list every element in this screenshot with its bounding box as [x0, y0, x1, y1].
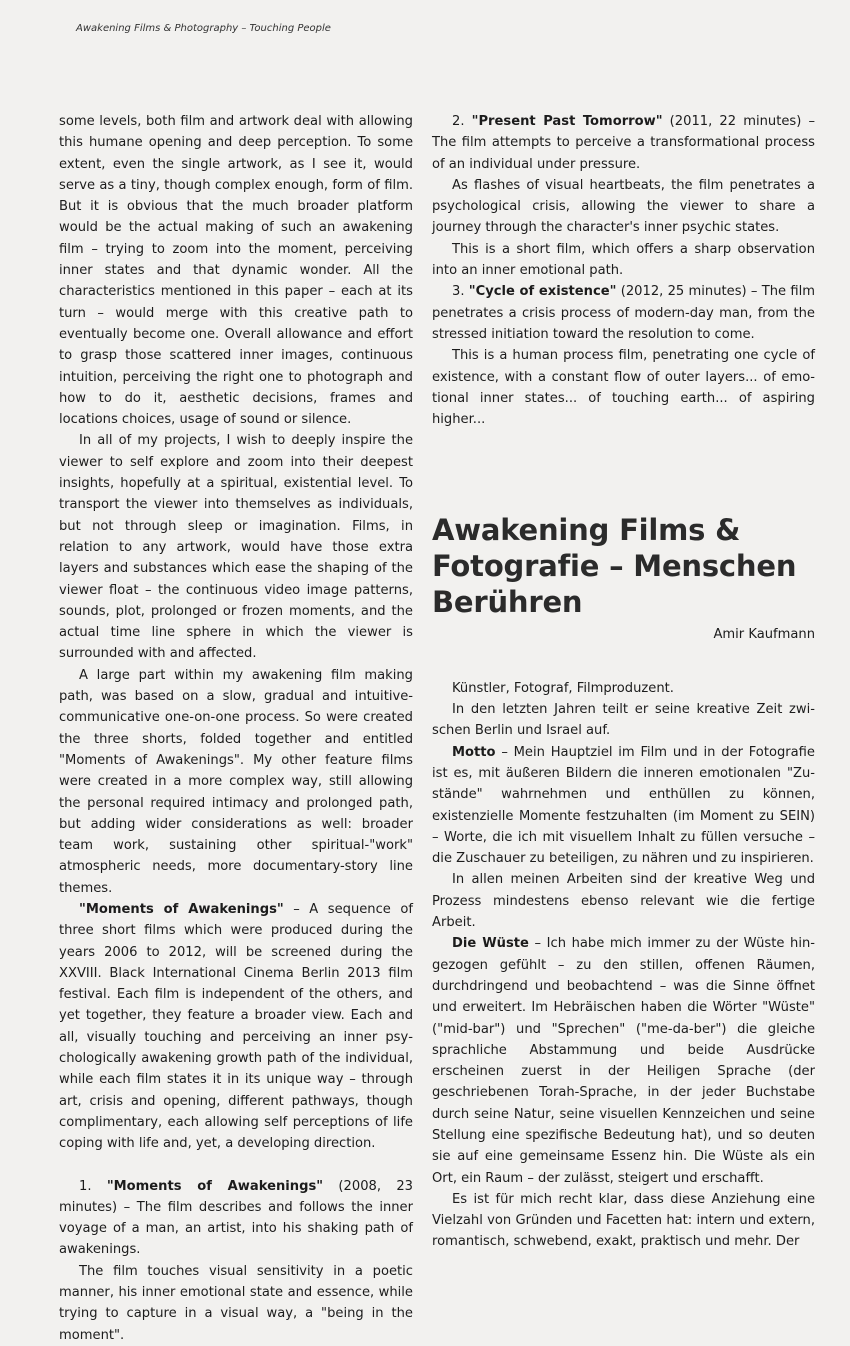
section-heading: Awakening Films & Fotografie – Menschen Berühren [432, 513, 797, 620]
paragraph: The film touches visual sensitivity in a poetic manner, his inner emotional state and essence, while trying to capture in a visual way, a "being in the moment". [59, 1263, 413, 1343]
film-entry [432, 281, 815, 345]
paragraph [432, 742, 815, 870]
paragraph: Es ist für mich recht klar, dass diese Anziehung eine Vielzahl von Gründen und Facetten hat: intern und extern, romantisch, schwebend, exakt, praktisch und mehr. Der [432, 1191, 815, 1250]
paragraph: A large part within my awakening film making path, was based on a slow, gradual and intuitive-communicative one-on-one process. So were created the three shorts, folded together and entitled "Moments of Awakenings". My other feature films were created in a more complex way, still allowing the personal required intimacy and prolonged path, but adding wider considerations as well: broader team work, sustaining other spiritual-"work" atmospheric needs, more documentary-story line themes. [59, 667, 413, 896]
paragraph: This is a short film, which offers a sharp observation into an inner emotional path. [432, 241, 815, 279]
film-entry [432, 111, 815, 175]
paragraph: As flashes of visual heartbeats, the film penetrates a psychological crisis, allowing the viewer to share a journey through the character's inner psychic states. [432, 177, 815, 236]
paragraph [432, 933, 815, 1189]
bold-title: Die Wüste [452, 936, 529, 952]
entry-number: 1. [79, 1178, 107, 1194]
paragraph: In allen meinen Arbeiten sind der kreative Weg und Prozess mindestens ebenso relevant wie die fertige Arbeit. [432, 872, 815, 931]
bold-title: "Moments of Awakenings" [79, 901, 284, 917]
paragraph [59, 899, 413, 1155]
bold-title: "Cycle of existence" [468, 284, 617, 300]
bold-title: Motto [452, 744, 496, 760]
entry-number: 3. [452, 284, 469, 300]
paragraph-text: – Mein Hauptziel im Film und in der Fotografie ist es, mit äußeren Bildern die inneren emotionalen "Zustände" wahrnehmen und enthüllen zu können, existenzielle Momente festzuhalten (im Moment zu SEIN) – Worte, die ich mit visuellem Inhalt zu füllen versuche – die Zuschauer zu beteiligen, zu nähren und zu inspirieren. [432, 744, 815, 867]
paragraph-text: – Ich habe mich immer zu der Wüste hingezogen gefühlt – zu den stillen, offenen Räumen, durchdringend und beobachtend – was die Sinne öffnet und erweitert. Im Hebräischen haben die Wörter "Wüste" ("mid-bar") und "Sprechen" ("me-da-ber") die gleiche sprachliche Abstammung und beide Ausdrücke erscheinen zuerst in der Heiligen Sprache (der geschriebenen Torah-Sprache, in der jeder Buchstabe durch seine Natur, seine visuellen Kennzeichen und seine Stellung eine spezifische Bedeutung hat), und so deuten sie auf eine gemeinsame Essenz hin. Die Wüste als ein Ort, ein Raum – der zulässt, steigert und erschafft. [432, 936, 815, 1186]
right-column [432, 111, 815, 1253]
german-section [432, 678, 815, 1253]
paragraph-text: (2012, 25 minutes) – The film penetrates a crisis process of modern-day man, from the stressed initiation toward the resolution to come. [432, 284, 815, 342]
paragraph: In all of my projects, I wish to deeply inspire the viewer to self explore and zoom into their deepest insights, hopefully at a spiritual, existential level. To transport the viewer into themselves as individuals, but not through sleep or imagination. Films, in relation to any artwork, would have those extra layers and substances which ease the shaping of the viewer float – the continuous video image patterns, sounds, plot, prolonged or frozen moments, and the actual time line sphere in which the viewer is surrounded with and affected. [59, 433, 413, 662]
bold-title: "Present Past Tomorrow" [471, 114, 663, 129]
author-name: Amir Kaufmann [713, 627, 815, 643]
bold-title: "Moments of Awakenings" [106, 1178, 324, 1194]
film-entry [59, 1176, 413, 1261]
left-column [59, 111, 413, 1346]
paragraph: In den letzten Jahren teilt er seine kreative Zeit zwischen Berlin und Israel auf. [432, 702, 815, 739]
paragraph-text: (2008, 23 minutes) – The film describes and follows the inner voyage of a man, an artist, into his shaking path of awakenings. [59, 1178, 413, 1258]
paragraph: some levels, both film and artwork deal with allowing this humane opening and deep perception. To some extent, even the single artwork, as I see it, would serve as a tiny, though complex enough, form of film. But it is obvious that the much broader platform would be the actual making of such an awakening film – trying to zoom into the moment, perceiving inner states and that dynamic wonder. All the characteristics mentioned in this paper – each at its turn – would merge with this creative path to eventually become one. Overall allowance and effort to grasp those scattered inner images, continuous intuition, perceiving the right one to photograph and how to do it, aesthetic decisions, frames and locations choices, usage of sound or silence. [59, 114, 413, 428]
paragraph-text: (2011, 22 minutes) – The film attempts to perceive a transformational process of an individual under pressure. [432, 114, 816, 172]
running-head: Awakening Films & Photography – Touching People [76, 23, 331, 34]
paragraph: This is a human process film, penetrating one cycle of existence, with a constant flow of outer layers... of emotional inner states... of touching earth... of aspiring higher... [432, 348, 815, 428]
entry-number: 2. [452, 114, 472, 129]
paragraph: Künstler, Fotograf, Filmproduzent. [452, 680, 674, 696]
paragraph-text: – A sequence of three short films which were produced during the years 2006 to 2012, will be screened during the XXVIII. Black International Cinema Berlin 2013 film festival. Each film is independent of the others, and yet together, they feature a broader view. Each and all, visually touching and perceiving an inner psychologically awakening growth path of the individual, while each film states it in its unique way – through art, crisis and opening, different pathways, though complimentary, each allowing self perceptions of life coping with life and, yet, a developing direction. [59, 901, 414, 1152]
